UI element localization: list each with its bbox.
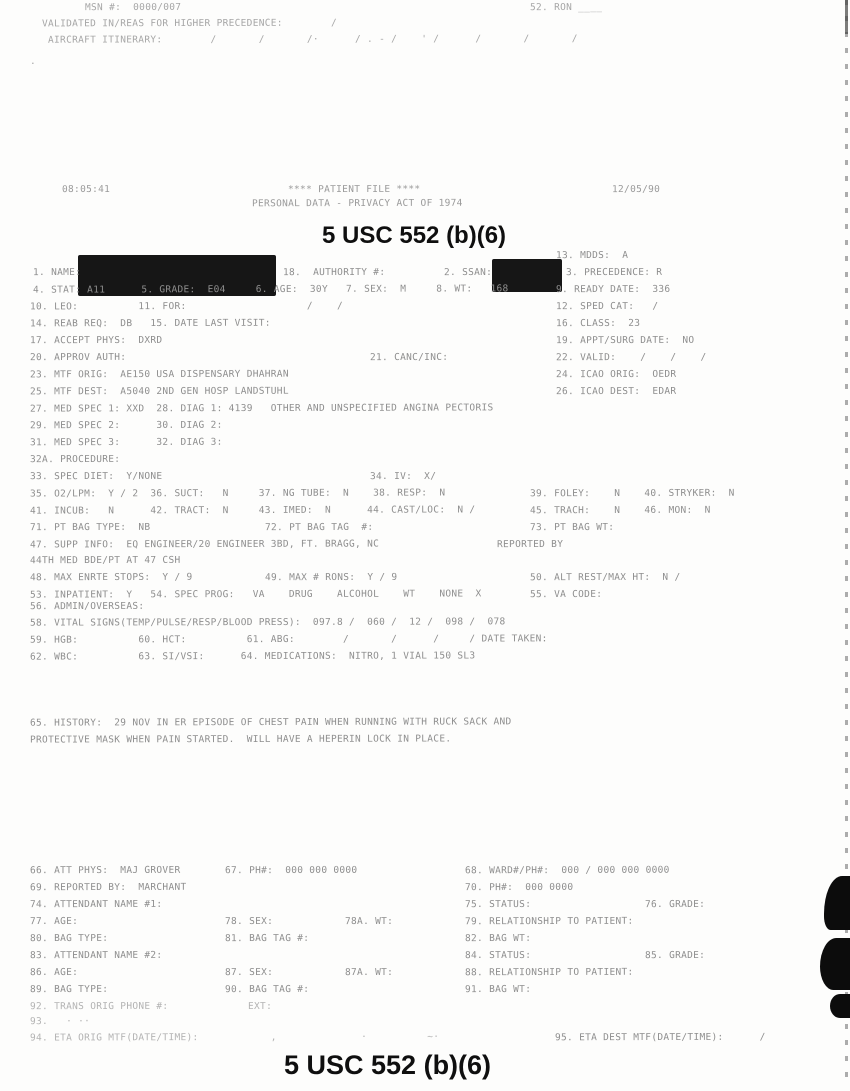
field-22-valid: 22. VALID: / / /: [555, 351, 707, 364]
scan-artifact-blob-3: [830, 994, 850, 1018]
field-78a-wt: 78A. WT:: [344, 915, 394, 928]
field-1-name-label: 1. NAME:: [32, 266, 82, 279]
field-82-bag-wt: 82. BAG WT:: [464, 932, 532, 945]
field-row-trach-mon: 45. TRACH: N 46. MON: N: [529, 504, 711, 517]
field-88-relationship: 88. RELATIONSHIP TO PATIENT:: [464, 966, 634, 979]
field-74-attendant-name-1: 74. ATTENDANT NAME #1:: [29, 898, 163, 911]
field-70-ph: 70. PH#: 000 0000: [464, 881, 574, 894]
field-row-medspec3-diag3: 31. MED SPEC 3: 32. DIAG 3:: [29, 436, 223, 449]
field-24-icao-orig: 24. ICAO ORIG: OEDR: [555, 368, 677, 381]
aircraft-itinerary-line: AIRCRAFT ITINERARY: / / /· / . - / ' / / / /: [47, 33, 578, 46]
field-row-leo-for: 10. LEO: 11. FOR: / /: [29, 300, 344, 313]
field-81-bag-tag: 81. BAG TAG #:: [224, 932, 310, 945]
field-55-va-code: 55. VA CODE:: [529, 588, 603, 601]
privacy-act-subtitle: PERSONAL DATA - PRIVACY ACT OF 1974: [251, 197, 463, 210]
field-92-trans-orig-phone: 92. TRANS ORIG PHONE #:: [29, 1000, 169, 1013]
field-18-authority: 18. AUTHORITY #:: [282, 266, 386, 279]
field-row-incub-tract-imed-cast: 41. INCUB: N 42. TRACT: N 43. IMED: N 44. CAST/LOC: N /: [29, 504, 476, 517]
field-92-ext: EXT:: [247, 1000, 273, 1013]
report-date: 12/05/90: [611, 183, 661, 196]
field-33-spec-diet: 33. SPEC DIET: Y/NONE: [29, 470, 163, 483]
reported-by-label: REPORTED BY: [496, 538, 564, 551]
field-68-ward-ph: 68. WARD#/PH#: 000 / 000 000 0000: [464, 864, 670, 877]
field-48-max-enrte-stops: 48. MAX ENRTE STOPS: Y / 9: [29, 571, 193, 584]
field-row-stat-grade-age-sex-wt: 4. STAT: A11 5. GRADE: E04 6. AGE: 30Y 7. SEX: M 8. WT: 168: [32, 283, 509, 296]
field-row-medspec1-diag1: 27. MED SPEC 1: XXD 28. DIAG 1: 4139 OTHER AND UNSPECIFIED ANGINA PECTORIS: [29, 402, 494, 415]
field-32a-procedure: 32A. PROCEDURE:: [29, 453, 121, 466]
field-34-iv: 34. IV: X/: [369, 470, 437, 483]
field-row-reab-lastvisit: 14. REAB REQ: DB 15. DATE LAST VISIT:: [29, 317, 271, 330]
field-49-max-rons: 49. MAX # RONS: Y / 9: [264, 571, 398, 584]
field-19-appt-surg-date: 19. APPT/SURG DATE: NO: [555, 334, 695, 347]
foia-redaction-stamp-bottom: 5 USC 552 (b)(6): [284, 1050, 492, 1080]
field-65-history-line1: 65. HISTORY: 29 NOV IN ER EPISODE OF CHEST PAIN WHEN RUNNING WITH RUCK SACK AND: [29, 716, 512, 729]
report-time: 08:05:41: [61, 183, 111, 196]
field-76-grade: 76. GRADE:: [644, 898, 706, 911]
field-87-sex: 87. SEX:: [224, 966, 274, 979]
field-87a-wt: 87A. WT:: [344, 966, 394, 979]
validated-precedence-line: VALIDATED IN/REAS FOR HIGHER PRECEDENCE: /: [41, 17, 337, 30]
field-85-grade: 85. GRADE:: [644, 949, 706, 962]
field-25-mtf-dest: 25. MTF DEST: A5040 2ND GEN HOSP LANDSTUHL: [29, 385, 289, 398]
foia-redaction-stamp-top: 5 USC 552 (b)(6): [322, 222, 507, 249]
report-title: **** PATIENT FILE ****: [287, 183, 421, 196]
field-65-history-line2: PROTECTIVE MASK WHEN PAIN STARTED. WILL HAVE A HEPERIN LOCK IN PLACE.: [29, 733, 452, 746]
field-58-vital-signs: 58. VITAL SIGNS(TEMP/PULSE/RESP/BLOOD PRESS): 097.8 / 060 / 12 / 098 / 078: [29, 616, 506, 629]
field-23-mtf-orig: 23. MTF ORIG: AE150 USA DISPENSARY DHAHRAN: [29, 368, 289, 381]
field-79-relationship: 79. RELATIONSHIP TO PATIENT:: [464, 915, 634, 928]
field-21-canc-inc: 21. CANC/INC:: [369, 351, 449, 364]
mission-number-line: MSN #: 0000/007: [84, 1, 182, 14]
field-9-ready-date: 9. READY DATE: 336: [555, 283, 671, 296]
scan-artifact-blob-2: [820, 938, 850, 990]
field-69-reported-by: 69. REPORTED BY: MARCHANT: [29, 881, 187, 894]
scan-artifact-blob-1: [824, 876, 850, 930]
field-50-alt-rest-max-ht: 50. ALT REST/MAX HT: N /: [529, 571, 681, 584]
field-12-sped-cat: 12. SPED CAT: /: [555, 300, 659, 313]
field-78-sex: 78. SEX:: [224, 915, 274, 928]
field-75-status: 75. STATUS:: [464, 898, 532, 911]
field-83-attendant-name-2: 83. ATTENDANT NAME #2:: [29, 949, 163, 962]
field-20-approv-auth: 20. APPROV AUTH:: [29, 351, 127, 364]
supp-info-continued: 44TH MED BDE/PT AT 47 CSH: [29, 554, 181, 567]
field-3-precedence: 3. PRECEDENCE: R: [565, 266, 663, 279]
field-67-ph: 67. PH#: 000 000 0000: [224, 864, 358, 877]
field-77-age: 77. AGE:: [29, 915, 79, 928]
field-66-att-phys: 66. ATT PHYS: MAJ GROVER: [29, 864, 181, 877]
field-73-pt-bag-wt: 73. PT BAG WT:: [529, 521, 615, 534]
field-93: 93. · ··: [29, 1015, 91, 1028]
ron-field: 52. RON ____: [529, 1, 603, 14]
field-86-age: 86. AGE:: [29, 966, 79, 979]
field-17-accept-phys: 17. ACCEPT PHYS: DXRD: [29, 334, 163, 347]
field-72-pt-bag-tag: 72. PT BAG TAG #:: [264, 521, 374, 534]
field-95-eta-dest-mtf: 95. ETA DEST MTF(DATE/TIME): /: [554, 1031, 766, 1044]
field-90-bag-tag: 90. BAG TAG #:: [224, 983, 310, 996]
field-80-bag-type: 80. BAG TYPE:: [29, 932, 109, 945]
field-13-mdds: 13. MDDS: A: [555, 249, 629, 262]
field-row-foley-stryker: 39. FOLEY: N 40. STRYKER: N: [529, 487, 735, 500]
field-89-bag-type: 89. BAG TYPE:: [29, 983, 109, 996]
field-row-wbc-medications: 62. WBC: 63. SI/VSI: 64. MEDICATIONS: NITRO, 1 VIAL 150 SL3: [29, 650, 476, 663]
field-71-pt-bag-type: 71. PT BAG TYPE: NB: [29, 521, 151, 534]
stray-dot: .: [29, 55, 37, 68]
field-84-status: 84. STATUS:: [464, 949, 532, 962]
field-91-bag-wt: 91. BAG WT:: [464, 983, 532, 996]
field-row-hgb-hct-abg: 59. HGB: 60. HCT: 61. ABG: / / / / DATE TAKEN:: [29, 633, 548, 646]
field-56-admin-overseas: 56. ADMIN/OVERSEAS:: [29, 600, 145, 613]
field-94-eta-orig-mtf: 94. ETA ORIG MTF(DATE/TIME): , · ~·: [29, 1031, 440, 1044]
scan-artifact-top-edge: [845, 0, 848, 34]
field-26-icao-dest: 26. ICAO DEST: EDAR: [555, 385, 677, 398]
field-2-ssan-label: 2. SSAN:: [443, 266, 493, 279]
field-47-supp-info: 47. SUPP INFO: EQ ENGINEER/20 ENGINEER 3BD, FT. BRAGG, NC: [29, 538, 380, 551]
field-row-inpatient-specprog: 53. INPATIENT: Y 54. SPEC PROG: VA DRUG ALCOHOL WT NONE X: [29, 588, 482, 601]
field-row-o2-suct-ngtube-resp: 35. O2/LPM: Y / 2 36. SUCT: N 37. NG TUBE: N 38. RESP: N: [29, 487, 446, 500]
field-row-medspec2-diag2: 29. MED SPEC 2: 30. DIAG 2:: [29, 419, 223, 432]
field-16-class: 16. CLASS: 23: [555, 317, 641, 330]
